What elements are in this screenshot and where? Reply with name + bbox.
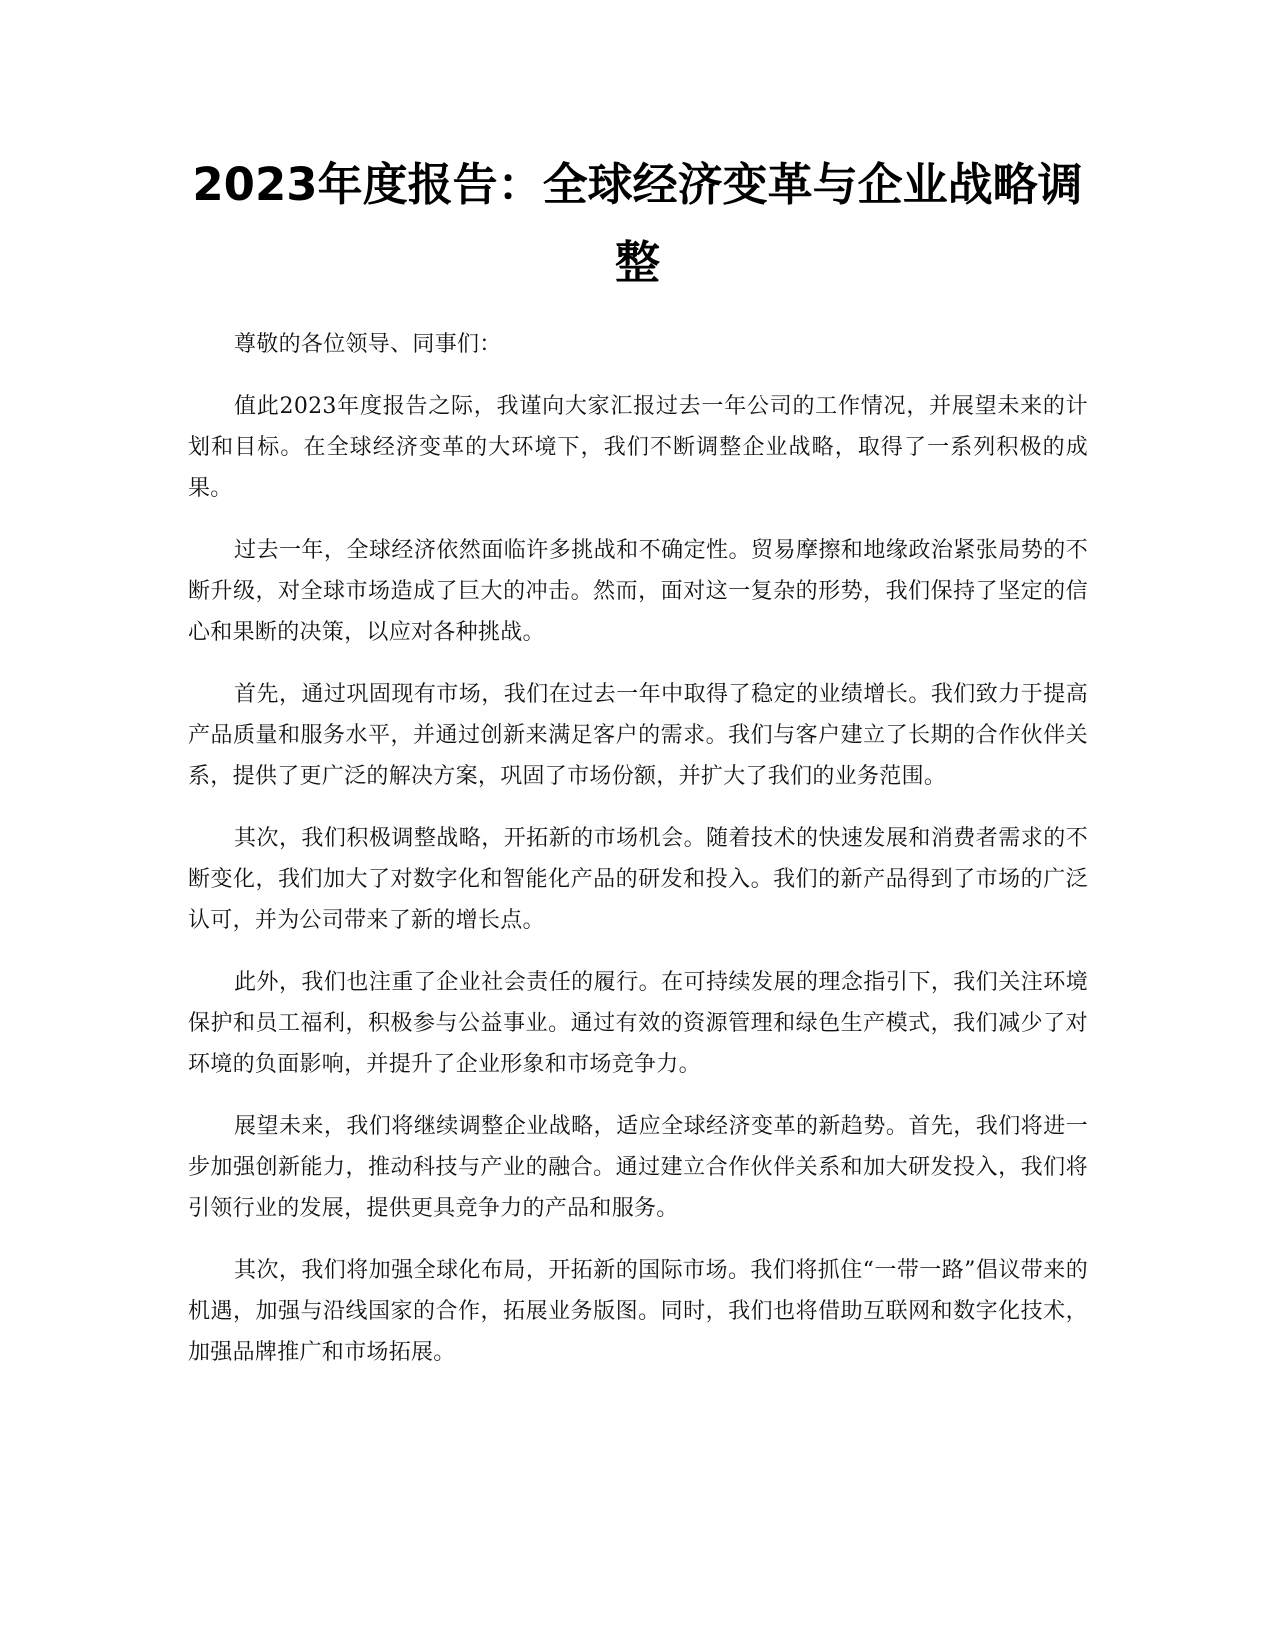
paragraph-6: 展望未来，我们将继续调整企业战略，适应全球经济变革的新趋势。首先，我们将进一步加强创新能力，推动科技与产业的融合。通过建立合作伙伴关系和加大研发投入，我们将引领行业的发展，提供更具竞争力的产品和服务。 (188, 1114, 1088, 1221)
paragraph-2: 过去一年，全球经济依然面临许多挑战和不确定性。贸易摩擦和地缘政治紧张局势的不断升级，对全球市场造成了巨大的冲击。然而，面对这一复杂的形势，我们保持了坚定的信心和果断的决策，以应对各种挑战。 (188, 538, 1088, 645)
salutation: 尊敬的各位领导、同事们： (234, 332, 502, 357)
document-title: 2023年度报告：全球经济变革与企业战略调整 (192, 158, 1083, 289)
paragraph-3: 首先，通过巩固现有市场，我们在过去一年中取得了稳定的业绩增长。我们致力于提高产品质量和服务水平，并通过创新来满足客户的需求。我们与客户建立了长期的合作伙伴关系，提供了更广泛的解决方案，巩固了市场份额，并扩大了我们的业务范围。 (188, 682, 1088, 789)
paragraph-7: 其次，我们将加强全球化布局，开拓新的国际市场。我们将抓住“一带一路”倡议带来的机遇，加强与沿线国家的合作，拓展业务版图。同时，我们也将借助互联网和数字化技术，加强品牌推广和市场拓展。 (188, 1258, 1088, 1365)
paragraph-5: 此外，我们也注重了企业社会责任的履行。在可持续发展的理念指引下，我们关注环境保护和员工福利，积极参与公益事业。通过有效的资源管理和绿色生产模式，我们减少了对环境的负面影响，并提升了企业形象和市场竞争力。 (188, 970, 1088, 1077)
paragraph-1: 值此2023年度报告之际，我谨向大家汇报过去一年公司的工作情况，并展望未来的计划和目标。在全球经济变革的大环境下，我们不断调整企业战略，取得了一系列积极的成果。 (188, 394, 1088, 501)
document-body (188, 324, 1088, 1394)
paragraph-4: 其次，我们积极调整战略，开拓新的市场机会。随着技术的快速发展和消费者需求的不断变化，我们加大了对数字化和智能化产品的研发和投入。我们的新产品得到了市场的广泛认可，并为公司带来了新的增长点。 (188, 826, 1088, 933)
